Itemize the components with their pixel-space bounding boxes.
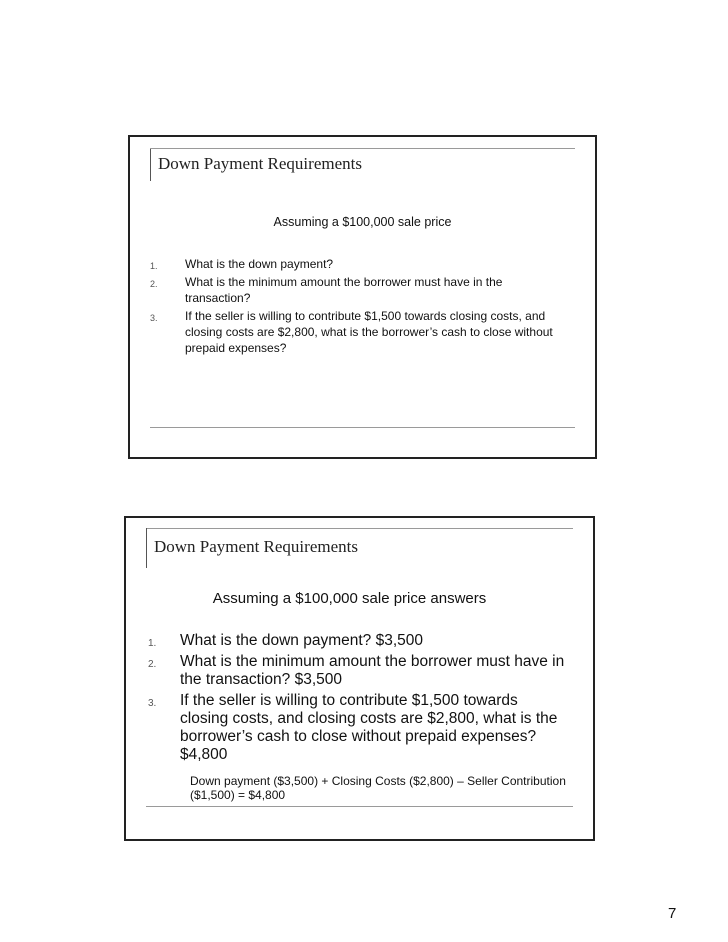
slide-subtitle: Assuming a $100,000 sale price answers <box>212 590 487 607</box>
list-item <box>150 256 570 272</box>
item-text: If the seller is willing to contribute $1,500 towards closing costs, and closing costs are $2,800, what is the borrower’s cash to close without prepaid expenses? <box>185 309 553 355</box>
item-number: 1. <box>148 638 157 649</box>
calculation-note: Down payment ($3,500) + Closing Costs ($2,800) – Seller Contribution ($1,500) = $4,800 <box>190 774 566 802</box>
question-list <box>150 256 570 356</box>
title-accent-bar <box>146 528 147 568</box>
item-number: 3. <box>150 313 158 323</box>
slide-questions <box>128 135 597 459</box>
slide-top-rule <box>150 148 575 149</box>
slide-title: Down Payment Requirements <box>158 154 362 173</box>
item-text: What is the minimum amount the borrower must have in the transaction? $3,500 <box>180 653 565 688</box>
item-text: What is the down payment? $3,500 <box>180 632 423 649</box>
slide-bottom-rule <box>146 806 573 807</box>
list-item <box>148 692 568 764</box>
list-item <box>148 653 568 689</box>
slide-answers <box>124 516 595 841</box>
item-text: If the seller is willing to contribute $1,500 towards closing costs, and closing costs are $2,800, what is the borrower’s cash to close without prepaid expenses? $4,800 <box>180 692 558 763</box>
item-number: 2. <box>148 659 157 670</box>
title-accent-bar <box>150 149 151 181</box>
page-number: 7 <box>668 905 677 922</box>
slide-top-rule <box>146 528 573 529</box>
slide-title: Down Payment Requirements <box>154 537 358 556</box>
item-number: 3. <box>148 698 157 709</box>
slide-subtitle: Assuming a $100,000 sale price <box>273 215 452 229</box>
answer-list <box>148 632 568 764</box>
item-number: 1. <box>150 261 158 271</box>
item-text: What is the down payment? <box>185 257 334 271</box>
item-text: What is the minimum amount the borrower must have in the transaction? <box>185 275 503 305</box>
item-number: 2. <box>150 279 158 289</box>
slide-bottom-rule <box>150 427 575 428</box>
list-item <box>150 274 570 306</box>
list-item <box>148 632 568 650</box>
list-item <box>150 308 570 356</box>
